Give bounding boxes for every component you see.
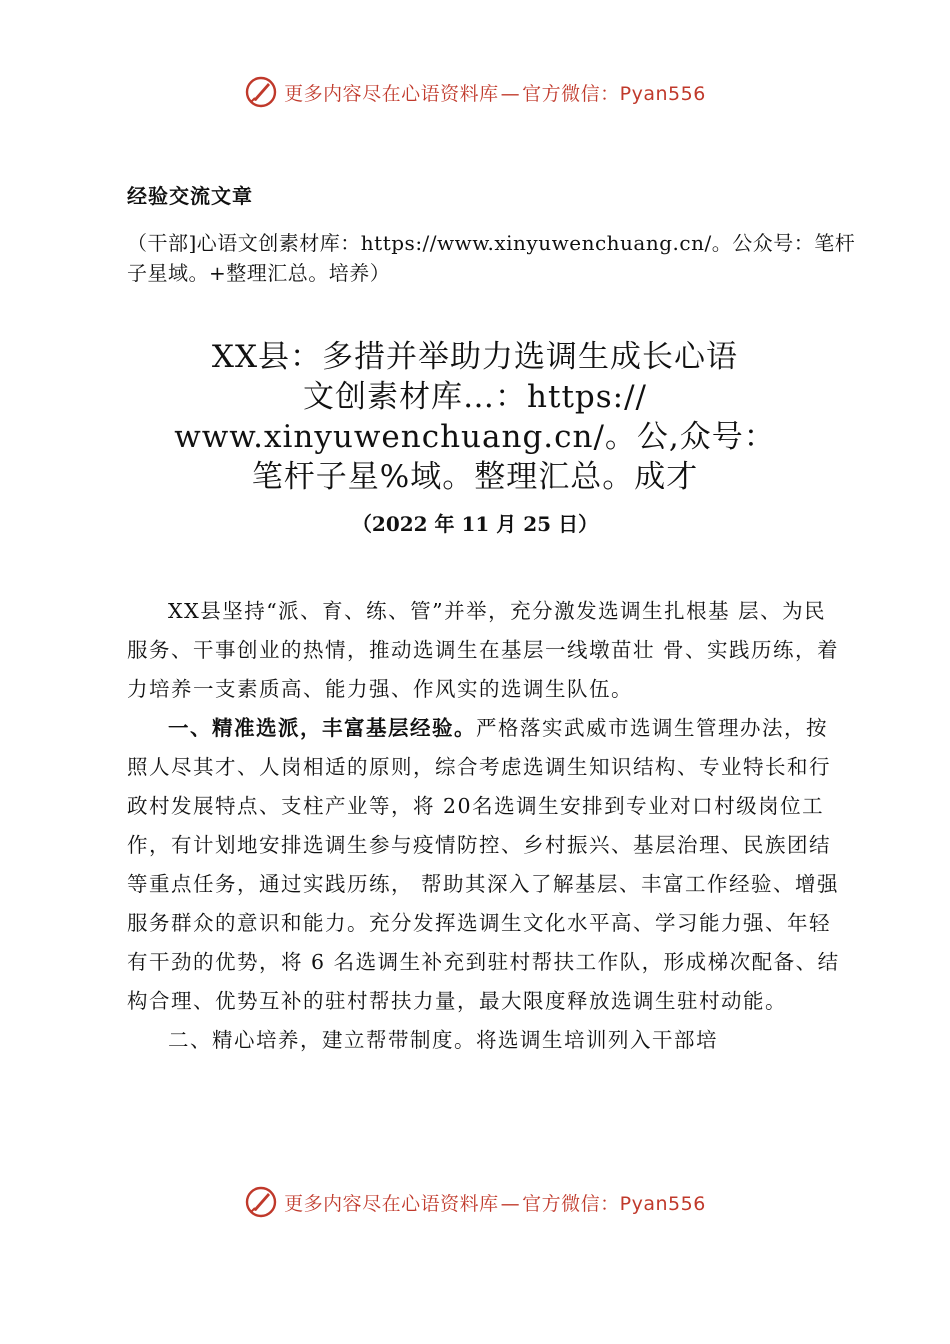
article-title (100, 337, 850, 497)
watermark-text (284, 79, 706, 106)
section-1-text: 严格落实武威市选调生管理办法，按照人尽其才、人岗相适的原则，综合考虑选调生知识结构、专业特长和行政村发展特点、支柱产业等，将 20名选调生安排到专业对口村级岗位工作，有计划地安排选调生参与疫情防控、乡村振兴、基层治理、民族团结等重点任务，通过实践历练， 帮助其深入了解基层、丰富工作经验、增强服务群众的意识和能力。充分发挥选调生文化水平高、学习能力强、年轻有干劲的优势，将 6 名选调生补充到驻村帮扶工作队，形成梯次配备、结构合理、优势互补的驻村帮扶力量，最大限度释放选调生驻村动能。 (127, 716, 840, 1013)
watermark-dash: — (500, 82, 521, 105)
watermark-main: 更多内容尽在心语资料库 (284, 82, 499, 105)
paragraph-intro: XX县坚持“派、育、练、管”并举，充分激发选调生扎根基 层、为民服务、干事创业的热情，推动选调生在基层一线墩苗壮 骨、实践历练，着力培养一支素质高、能力强、作风实的选调生队伍。 (127, 599, 840, 701)
title-line-2: 文创素材库…：https:// (303, 379, 647, 415)
watermark-tail: 官方微信：Pyan556 (522, 82, 706, 105)
watermark-main: 更多内容尽在心语资料库 (284, 1192, 499, 1215)
quill-circle-logo-icon (244, 75, 278, 109)
watermark-footer (0, 1182, 950, 1222)
quill-circle-logo-icon (244, 1185, 278, 1219)
title-line-1: XX县：多措并举助力选调生成长心语 (211, 339, 739, 375)
article-date: （2022 年 11 月 25 日） (351, 512, 599, 536)
title-line-3: www.xinyuwenchuang.cn/。公,众号： (174, 419, 776, 455)
watermark-text (284, 1189, 706, 1216)
section-1-heading: 一、精准选派，丰富基层经验。 (168, 716, 476, 740)
watermark-dash: — (500, 1192, 521, 1215)
source-note: （干部]心语文创素材库：https://www.xinyuwenchuang.cn/。公众号：笔杆子星域。+整理汇总。培养） (127, 231, 856, 285)
title-line-4: 笔杆子星%域。整理汇总。成才 (251, 459, 699, 495)
paragraph-section-2: 二、精心培养，建立帮带制度。将选调生培训列入干部培 (168, 1028, 718, 1052)
paragraph-section-1 (127, 709, 847, 1021)
watermark-header (0, 72, 950, 112)
article-body (127, 592, 847, 1060)
article-category: 经验交流文章 (127, 184, 253, 208)
watermark-tail: 官方微信：Pyan556 (522, 1192, 706, 1215)
